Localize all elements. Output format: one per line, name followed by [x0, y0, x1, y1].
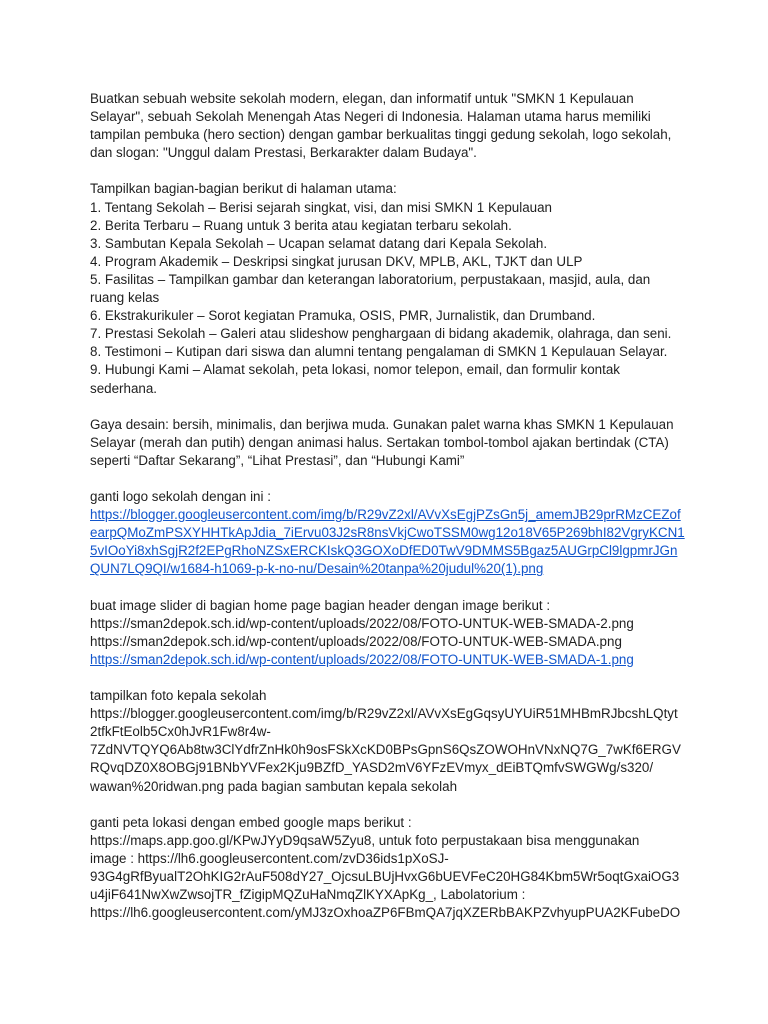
intro-line: dan slogan: "Unggul dalam Prestasi, Berkarakter dalam Budaya".: [90, 145, 477, 161]
intro-paragraph: [90, 90, 690, 162]
list-item: 6. Ekstrakurikuler – Sorot kegiatan Pramuka, OSIS, PMR, Jurnalistik, dan Drumband.: [90, 308, 596, 324]
maps-line: https://maps.app.goo.gl/KPwJYyD9qsaW5Zyu8, untuk foto perpustakaan bisa menggunakan: [90, 832, 640, 848]
maps-line: ganti peta lokasi dengan embed google maps berikut :: [90, 814, 412, 830]
design-paragraph: [90, 416, 690, 470]
paragraph-gap: [90, 398, 690, 416]
intro-line: Selayar", sebuah Sekolah Menengah Atas Negeri di Indonesia. Halaman utama harus memiliki: [90, 109, 651, 125]
maps-paragraph: [90, 814, 690, 923]
design-line: Selayar (merah dan putih) dengan animasi halus. Sertakan tombol-tombol ajakan bertindak (CTA): [90, 434, 669, 450]
principal-line: 2tfkFtEolb5Cx0hJvR1Fw8r4w-: [90, 724, 271, 740]
intro-line: Buatkan sebuah website sekolah modern, elegan, dan informatif untuk "SMKN 1 Kepulauan: [90, 91, 634, 106]
sections-heading: Tampilkan bagian-bagian berikut di halaman utama:: [90, 181, 397, 197]
paragraph-gap: [90, 579, 690, 597]
list-item: 3. Sambutan Kepala Sekolah – Ucapan selamat datang dari Kepala Sekolah.: [90, 235, 548, 251]
list-item: 7. Prestasi Sekolah – Galeri atau slideshow penghargaan di bidang akademik, olahraga, dan seni.: [90, 326, 672, 342]
list-item: 9. Hubungi Kami – Alamat sekolah, peta lokasi, nomor telepon, email, dan formulir kontak: [90, 362, 620, 378]
maps-line: https://lh6.googleusercontent.com/yMJ3zOxhoaZP6FBmQA7jqXZERbBAKPZvhyupPUA2KFubeDO: [90, 905, 681, 921]
logo-url-link[interactable]: QUN7LQ9QI/w1684-h1069-p-k-no-nu/Desain%20tanpa%20judul%20(1).png: [90, 561, 544, 577]
design-line: seperti “Daftar Sekarang”, “Lihat Prestasi”, dan “Hubungi Kami”: [90, 452, 465, 468]
logo-paragraph: [90, 488, 690, 578]
logo-url-link[interactable]: 5vIOoYi8xhSgjR2f2EPgRhoNZSxERCKIskQ3GOXoDfED0TwV9DMMS5Bgaz5AUGrpCl9lgpmrJGn: [90, 543, 678, 559]
logo-url-link[interactable]: https://blogger.googleusercontent.com/img/b/R29vZ2xl/AVvXsEgjPZsGn5j_amemJB29prRMzCEZof: [90, 507, 681, 523]
principal-line: tampilkan foto kepala sekolah: [90, 688, 267, 704]
maps-line: u4jiF641NwXwZwsojTR_fZigipMQZuHaNmqZlKYXApKg_, Labolatorium :: [90, 887, 526, 903]
paragraph-gap: [90, 669, 690, 687]
maps-line: image : https://lh6.googleusercontent.com/zvD36ids1pXoSJ-: [90, 850, 449, 866]
document-body: [90, 90, 690, 922]
paragraph-gap: [90, 162, 690, 180]
list-item: 8. Testimoni – Kutipan dari siswa dan alumni tentang pengalaman di SMKN 1 Kepulauan Selayar.: [90, 344, 668, 360]
principal-line: https://blogger.googleusercontent.com/img/b/R29vZ2xl/AVvXsEgGqsyUYUiR51MHBmRJbcshLQtyt: [90, 706, 678, 722]
principal-line: RQvqDZ0X8OBGj91BNbYVFex2Kju9BZfD_YASD2mV6YFzEVmyx_dEiBTQmfvSWGWg/s320/: [90, 760, 654, 776]
sections-list: [90, 180, 690, 397]
list-item-continuation: sederhana.: [90, 380, 158, 396]
paragraph-gap: [90, 796, 690, 814]
slider-url-link[interactable]: https://sman2depok.sch.id/wp-content/uploads/2022/08/FOTO-UNTUK-WEB-SMADA-1.png: [90, 651, 634, 667]
list-item: 1. Tentang Sekolah – Berisi sejarah singkat, visi, dan misi SMKN 1 Kepulauan: [90, 199, 552, 215]
principal-line: 7ZdNVTQYQ6Ab8tw3ClYdfrZnHk0h9osFSkXcKD0BPsGpnS6QsZOWOHnVNxNQ7G_7wKf6ERGV: [90, 742, 681, 758]
slider-url: https://sman2depok.sch.id/wp-content/uploads/2022/08/FOTO-UNTUK-WEB-SMADA-2.png: [90, 615, 634, 631]
list-item: 2. Berita Terbaru – Ruang untuk 3 berita atau kegiatan terbaru sekolah.: [90, 217, 512, 233]
principal-line: wawan%20ridwan.png pada bagian sambutan kepala sekolah: [90, 778, 458, 794]
intro-line: tampilan pembuka (hero section) dengan gambar berkualitas tinggi gedung sekolah, logo sekolah,: [90, 127, 672, 143]
maps-line: 93G4gRfByualT2OhKIG2rAuF508dY27_OjcsuLBUjHvxG6bUEVFeC20HG84Kbm5Wr5oqtGxaiOG3: [90, 869, 680, 885]
design-line: Gaya desain: bersih, minimalis, dan berjiwa muda. Gunakan palet warna khas SMKN 1 Kepulauan: [90, 416, 674, 432]
paragraph-gap: [90, 470, 690, 488]
list-item: 5. Fasilitas – Tampilkan gambar dan keterangan laboratorium, perpustakaan, masjid, aula, dan: [90, 271, 651, 287]
slider-paragraph: [90, 597, 690, 669]
list-item: 4. Program Akademik – Deskripsi singkat jurusan DKV, MPLB, AKL, TJKT dan ULP: [90, 253, 583, 269]
slider-url: https://sman2depok.sch.id/wp-content/uploads/2022/08/FOTO-UNTUK-WEB-SMADA.png: [90, 633, 622, 649]
slider-label: buat image slider di bagian home page bagian header dengan image berikut :: [90, 597, 551, 613]
list-item-continuation: ruang kelas: [90, 290, 160, 306]
logo-url-link[interactable]: earpQMoZmPSXYHHTkApJdia_7iErvu03J2sR8nsVkjCwoTSSM0wg12o18V65P269bhI82VgryKCN1: [90, 525, 685, 541]
logo-label: ganti logo sekolah dengan ini :: [90, 489, 271, 505]
principal-paragraph: [90, 687, 690, 796]
